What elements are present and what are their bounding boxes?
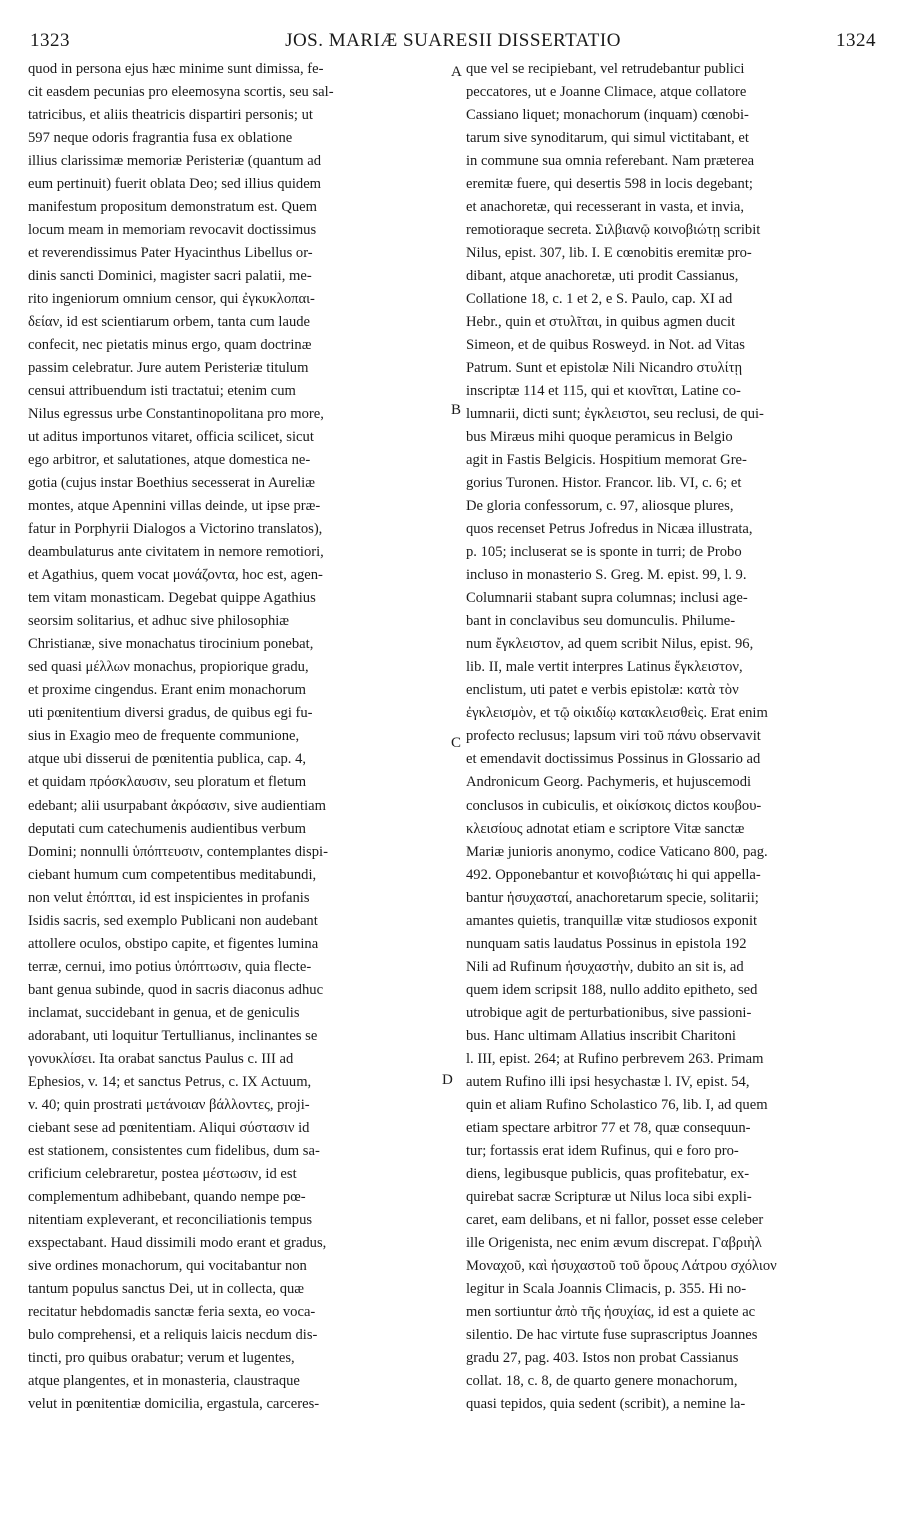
text-line: ego arbitror, et salutationes, atque domestica ne-: [28, 452, 311, 469]
text-line: montes, atque Apennini villas deinde, ut ipse præ-: [28, 498, 321, 515]
text-line: lumnarii, dicti sunt; ἐγκλειστοι, seu reclusi, de qui-: [466, 406, 764, 423]
text-line: ille Origenista, nec enim ævum discrepat. Γαβριὴλ: [466, 1234, 762, 1251]
text-line: tincti, pro quibus orabatur; verum et lugentes,: [28, 1349, 295, 1366]
text-line: tatricibus, et aliis theatricis dispartiri personis; ut: [28, 107, 313, 124]
text-line: agit in Fastis Belgicis. Hospitium memorat Gre-: [466, 452, 747, 469]
text-line: sed quasi μέλλων monachus, propiorique gradu,: [28, 659, 309, 676]
text-line: et emendavit doctissimus Possinus in Glossario ad: [466, 751, 761, 768]
text-line: gorius Turonen. Histor. Francor. lib. VI, c. 6; et: [466, 475, 742, 492]
text-line: profecto reclusus; lapsum viri τοῦ πάνυ observavit: [466, 728, 761, 745]
text-line: bus. Hanc ultimam Allatius inscribit Charitoni: [466, 1027, 736, 1044]
text-line: manifestum propositum demonstratum est. Quem: [28, 199, 317, 216]
text-line: et anachoretæ, qui recesserant in vasta, et invia,: [466, 199, 744, 216]
text-line: Patrum. Sunt et epistolæ Nili Nicandro στυλίτῃ: [466, 360, 743, 377]
text-line: quos recenset Petrus Jofredus in Nicæa illustrata,: [466, 521, 753, 538]
text-line: in commune sua omnia referebant. Nam præterea: [466, 153, 755, 170]
text-line: gradu 27, pag. 403. Istos non probat Cassianus: [466, 1349, 739, 1366]
text-line: bus Miræus mihi quoque peramicus in Belgio: [466, 429, 733, 446]
text-line: Μοναχοῦ, καὶ ἡσυχαστοῦ τοῦ ὄρους Λάτρου σχόλιον: [466, 1257, 777, 1274]
text-line: utrobique agit de perturbationibus, sive passioni-: [466, 1004, 752, 1021]
text-line: tantum populus sanctus Dei, ut in collecta, quæ: [28, 1280, 305, 1297]
text-line: bulo comprehensi, et a reliquis laicis necdum dis-: [28, 1326, 318, 1343]
text-line: v. 40; quin prostrati μετάνοιαν βάλλοντες, proji-: [28, 1096, 310, 1113]
text-line: quod in persona ejus hæc minime sunt dimissa, fe-: [28, 61, 324, 77]
text-line: p. 105; incluserat se is sponte in turri; de Probo: [466, 544, 742, 561]
text-line: adorabant, uti loquitur Tertullianus, inclinantes se: [28, 1027, 318, 1044]
text-line: nunquam satis laudatus Possinus in epistola 192: [466, 935, 747, 952]
text-line: Hebr., quin et στυλῖται, in quibus agmen ducit: [466, 314, 736, 331]
text-line: dibant, atque anachoretæ, uti prodit Cassianus,: [466, 268, 739, 285]
text-line: collat. 18, c. 8, de quarto genere monachorum,: [466, 1372, 738, 1389]
text-line: et Agathius, quem vocat μονάζοντα, hoc est, agen-: [28, 567, 323, 584]
text-line: attollere oculos, obstipo capite, et figentes lumina: [28, 935, 319, 952]
text-line: Andronicum Georg. Pachymeris, et hujuscemodi: [466, 774, 752, 791]
text-line: Columnarii stabant supra columnas; inclusi age-: [466, 590, 748, 607]
text-line: deambulaturus ante civitatem in nemore remotiori,: [28, 544, 324, 561]
left-column: [28, 58, 444, 1416]
text-line: enclistum, uti patet e verbis epistolæ: κατὰ τὸν: [466, 682, 739, 699]
text-line: Domini; nonnulli ὑπόπτευσιν, contemplantes dispi-: [28, 843, 328, 860]
text-line: recitatur hebdomadis sanctæ feria sexta, eo voca-: [28, 1303, 316, 1320]
margin-letter-b: B: [451, 402, 462, 418]
text-line: legitur in Scala Joannis Climacis, p. 355. Hi no-: [466, 1280, 747, 1297]
text-line: remotioraque secreta. Σιλβιανῷ κοινοβιώτῃ scribit: [466, 222, 761, 239]
text-line: gotia (cujus instar Boethius secesserat in Aureliæ: [28, 475, 315, 492]
text-line: et reverendissimus Pater Hyacinthus Libellus or-: [28, 245, 313, 262]
text-line: exspectabant. Haud dissimili modo erant et gradus,: [28, 1234, 327, 1251]
text-line: complementum adhibebant, quando nempe pœ-: [28, 1188, 306, 1205]
text-line: caret, eam delibans, et ni fallor, posset esse celeber: [466, 1211, 764, 1228]
text-line: Collatione 18, c. 1 et 2, e S. Paulo, cap. XI ad: [466, 291, 733, 308]
text-line: bantur ἡσυχασταί, anachoretarum specie, solitarii;: [466, 889, 759, 906]
text-line: Cassiano liquet; monachorum (inquam) cœnobi-: [466, 107, 749, 124]
text-line: atque plangentes, et in monasteria, claustraque: [28, 1372, 300, 1389]
text-line: men sortiuntur ἀπὸ τῆς ἡσυχίας, id est a quiete ac: [466, 1303, 756, 1320]
text-line: non velut ἐπόπται, id est inspicientes in profanis: [28, 889, 310, 906]
text-line: conclusos in cubiculis, et οἰκίσκοις dictos κουβου-: [466, 797, 762, 814]
text-line: confecit, nec pietatis minus ergo, quam doctrinæ: [28, 337, 312, 354]
text-line: l. III, epist. 264; at Rufino perbrevem 263. Primam: [466, 1050, 764, 1067]
text-line: et quidam πρόσκλαυσιν, seu ploratum et fletum: [28, 774, 307, 791]
text-line: sius in Exagio meo de frequente communione,: [28, 728, 300, 745]
text-line: Nilus, epist. 307, lib. I. E cœnobitis eremitæ pro-: [466, 245, 752, 262]
text-line: Nilus egressus urbe Constantinopolitana pro more,: [28, 406, 324, 423]
text-line: lib. II, male vertit interpres Latinus ἔγκλειστον,: [466, 659, 743, 676]
text-line: num ἔγκλειστον, ad quem scribit Nilus, epist. 96,: [466, 636, 754, 653]
text-line: diens, legibusque publicis, quas profitebatur, ex-: [466, 1165, 750, 1182]
text-line: γονυκλίσει. Ita orabat sanctus Paulus c. III ad: [28, 1050, 294, 1067]
text-line: δείαν, id est scientiarum orbem, tanta cum laude: [28, 314, 311, 331]
margin-letter-a: A: [451, 64, 462, 80]
text-line: cit easdem pecunias pro eleemosyna scortis, seu sal-: [28, 84, 334, 101]
text-line: velut in pœnitentiæ domicilia, ergastula, carceres-: [28, 1395, 320, 1412]
page-header: [30, 30, 876, 56]
page-number-left: 1323: [30, 30, 70, 51]
text-line: censui attribuendum isti tractatui; etenim cum: [28, 383, 296, 400]
text-line: dinis sancti Dominici, magister sacri palatii, me-: [28, 268, 312, 285]
text-line: De gloria confessorum, c. 97, aliosque plures,: [466, 498, 734, 515]
text-line: Isidis sacris, sed exemplo Publicani non audebant: [28, 912, 318, 929]
text-line: Simeon, et de quibus Rosweyd. in Not. ad Vitas: [466, 337, 745, 354]
text-line: silentio. De hac virtute fuse suprascriptus Joannes: [466, 1326, 758, 1343]
text-line: Mariæ junioris anonymo, codice Vaticano 800, pag.: [466, 843, 768, 860]
margin-letter-d: D: [442, 1072, 453, 1088]
text-line: crificium celebraretur, postea μέστωσιν, id est: [28, 1165, 297, 1182]
text-line: amantes quietis, tranquillæ vitæ studiosos exponit: [466, 912, 758, 929]
text-line: nitentiam expleverant, et reconciliationis tempus: [28, 1211, 313, 1228]
text-line: est stationem, consistentes cum fidelibus, dum sa-: [28, 1142, 320, 1159]
text-line: atque ubi disserui de pœnitentia publica, cap. 4,: [28, 751, 307, 768]
text-line: sive ordines monachorum, qui vocitabantur non: [28, 1257, 307, 1274]
text-line: bant in conclavibus seu domunculis. Philume-: [466, 613, 736, 630]
text-line: ut aditus importunos vitaret, officia scilicet, sicut: [28, 429, 314, 446]
text-line: inscriptæ 114 et 115, qui et κιονῖται, Latine co-: [466, 383, 741, 400]
text-line: que vel se recipiebant, vel retrudebantur publici: [466, 61, 745, 77]
text-line: eum pertinuit) fuerit oblata Deo; sed illius quidem: [28, 176, 322, 193]
text-line: et proxime cingendus. Erant enim monachorum: [28, 682, 307, 699]
text-line: locum meam in memoriam revocavit doctissimus: [28, 222, 317, 239]
text-line: deputati cum catechumenis audientibus verbum: [28, 820, 307, 837]
text-line: ciebant sese ad pœnitentiam. Aliqui σύστασιν id: [28, 1119, 310, 1136]
text-line: tarum sive synoditarum, qui simul victitabant, et: [466, 130, 749, 147]
text-line: κλεισίους adnotat etiam e scriptore Vitæ sanctæ: [466, 820, 745, 837]
text-line: ἐγκλεισμὸν, et τῷ οἰκιδίῳ κατακλεισθεὶς. Erat enim: [466, 705, 768, 722]
text-line: seorsim solitarius, et adhuc sive philosophiæ: [28, 613, 290, 630]
text-line: tur; fortassis erat idem Rufinus, qui e foro pro-: [466, 1142, 739, 1159]
text-line: tem vitam monasticam. Degebat quippe Agathius: [28, 590, 316, 607]
text-line: 492. Opponebantur et κοινοβιώταις hi qui appella-: [466, 866, 761, 883]
page-number-right: 1324: [836, 30, 876, 51]
text-line: illius clarissimæ memoriæ Peristeriæ (quantum ad: [28, 153, 322, 170]
right-column: [466, 58, 882, 1416]
text-line: terræ, cernui, imo potius ὑπόπτωσιν, quia flecte-: [28, 958, 312, 975]
text-line: etiam spectare arbitror 77 et 78, quæ consequun-: [466, 1119, 751, 1136]
text-line: quasi tepidos, quia sedent (scribit), a nemine la-: [466, 1395, 746, 1412]
running-title: JOS. MARIÆ SUARESII DISSERTATIO: [285, 30, 621, 51]
text-line: uti pœnitentium diversi gradus, de quibus egi fu-: [28, 705, 313, 722]
text-line: quirebat sacræ Scripturæ ut Nilus loca sibi expli-: [466, 1188, 752, 1205]
text-line: passim celebratur. Jure autem Peristeriæ titulum: [28, 360, 309, 377]
text-line: eremitæ fuere, qui desertis 598 in locis degebant;: [466, 176, 753, 193]
text-line: fatur in Porphyrii Dialogos a Victorino translatos),: [28, 521, 323, 538]
text-line: inclamat, succidebant in genua, et de geniculis: [28, 1004, 300, 1021]
text-line: Ephesios, v. 14; et sanctus Petrus, c. IX Actuum,: [28, 1073, 312, 1090]
text-line: autem Rufino illi ipsi hesychastæ l. IV, epist. 54,: [466, 1073, 750, 1090]
text-line: ciebant humum cum competentibus meditabundi,: [28, 866, 317, 883]
text-line: peccatores, ut e Joanne Climace, atque collatore: [466, 84, 747, 101]
margin-letter-c: C: [451, 735, 462, 751]
text-line: quem idem scripsit 188, nullo addito epitheto, sed: [466, 981, 758, 998]
text-line: 597 neque odoris fragrantia fusa ex oblatione: [28, 130, 293, 147]
text-line: bant genua subinde, quod in sacris diaconus adhuc: [28, 981, 324, 998]
text-line: quin et aliam Rufino Scholastico 76, lib. I, ad quem: [466, 1096, 768, 1113]
text-line: incluso in monasterio S. Greg. M. epist. 99, l. 9.: [466, 567, 747, 584]
text-line: Nili ad Rufinum ἡσυχαστὴν, dubito an sit is, ad: [466, 958, 744, 975]
text-line: rito ingeniorum omnium censor, qui ἐγκυκλοπαι-: [28, 291, 315, 308]
text-line: Christianæ, sive monachatus tirocinium ponebat,: [28, 636, 314, 653]
text-line: edebant; alii usurpabant ἀκρόασιν, sive audientiam: [28, 797, 326, 814]
